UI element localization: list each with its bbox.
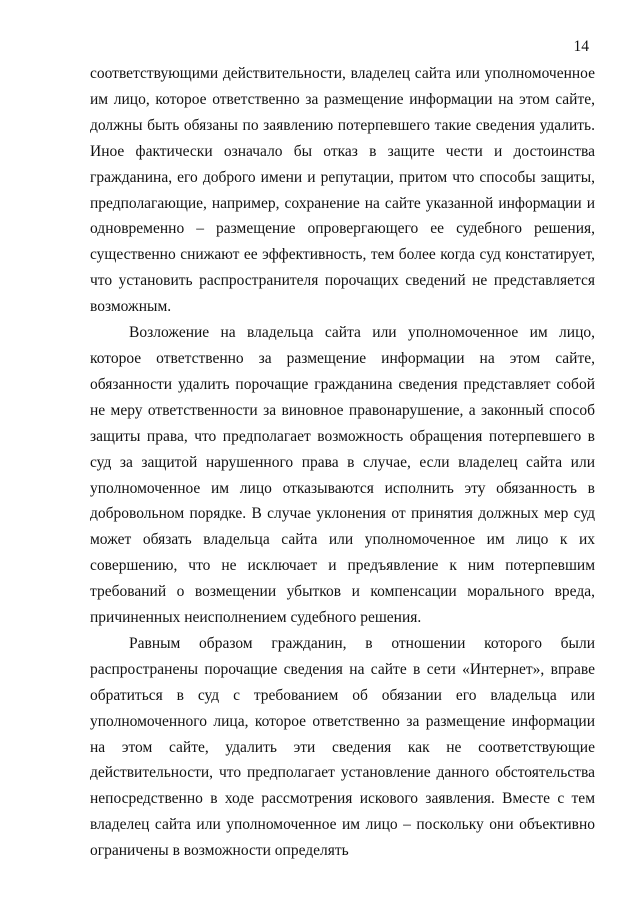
body-text: [90, 61, 595, 864]
paragraph-2: Возложение на владельца сайта или уполномоченное им лицо, которое ответственно за размещение информации на этом сайте, обязанности удалить порочащие гражданина сведения представляет собой не меру ответственности за виновное правонарушение, а законный способ защиты права, что предполагает возможность обращения потерпевшего в суд за защитой нарушенного права в случае, если владелец сайта или уполномоченное им лицо отказываются исполнить эту обязанность в добровольном порядке. В случае уклонения от принятия должных мер суд может обязать владельца сайта или уполномоченное им лицо к их совершению, что не исключает и предъявление к ним потерпевшим требований о возмещении убытков и компенсации морального вреда, причиненных неисполнением судебного решения.: [90, 324, 595, 627]
paragraph-3: Равным образом гражданин, в отношении которого были распространены порочащие сведения на сайте в сети «Интернет», вправе обратиться в суд с требованием об обязании его владельца или уполномоченного лица, которое ответственно за размещение информации на этом сайте, удалить эти сведения как не соответствующие действительности, что предполагает установление данного обстоятельства непосредственно в ходе рассмотрения искового заявления. Вместе с тем владелец сайта или уполномоченное им лицо – поскольку они объективно ограничены в возможности определять: [90, 634, 595, 860]
paragraph-1: соответствующими действительности, владелец сайта или уполномоченное им лицо, которое ответственно за размещение информации на этом сайте, должны быть обязаны по заявлению потерпевшего такие сведения удалить. Иное фактически означало бы отказ в защите чести и достоинства гражданина, его доброго имени и репутации, притом что способы защиты, предполагающие, например, сохранение на сайте указанной информации и одновременно – размещение опровергающего ее судебного решения, существенно снижают ее эффективность, тем более когда суд констатирует, что установить распространителя порочащих сведений не представляется возможным.: [90, 65, 595, 316]
page-number: 14: [573, 38, 589, 55]
